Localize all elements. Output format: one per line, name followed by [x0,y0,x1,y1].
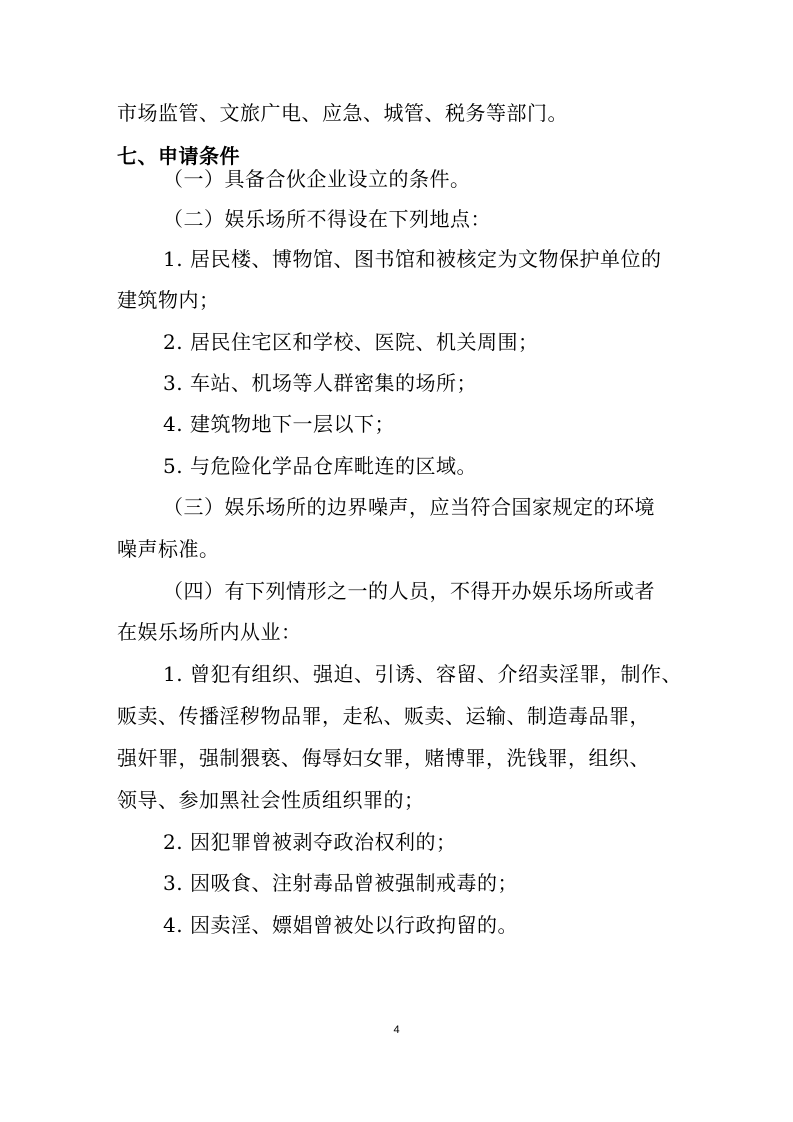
paragraph-line: 贩卖、传播淫秽物品罪，走私、贩卖、运输、制造毒品罪， [117,704,650,728]
paragraph-line: 建筑物内； [117,288,220,312]
list-item: 2. 因犯罪曾被剥夺政治权利的； [163,830,457,854]
paragraph-line: 强奸罪，强制猥亵、侮辱妇女罪，赌博罪，洗钱罪，组织、 [117,746,650,770]
list-item: 1. 曾犯有组织、强迫、引诱、容留、介绍卖淫罪，制作、 [163,662,682,686]
paragraph-line: 在娱乐场所内从业： [117,620,302,644]
list-item: 3. 因吸食、注射毒品曾被强制戒毒的； [163,871,518,895]
paragraph-line: （一）具备合伙企业设立的条件。 [163,167,471,191]
section-heading: 七、申请条件 [117,144,240,168]
paragraph-line: 领导、参加黑社会性质组织罪的； [117,788,425,812]
paragraph-line: （四）有下列情形之一的人员，不得开办娱乐场所或者 [163,579,655,603]
paragraph-line: （二）娱乐场所不得设在下列地点： [163,207,491,231]
list-item: 5. 与危险化学品仓库毗连的区域。 [163,454,477,478]
list-item: 4. 因卖淫、嫖娼曾被处以行政拘留的。 [163,913,518,937]
page-number: 4 [393,1024,400,1036]
list-item: 4. 建筑物地下一层以下； [163,412,395,436]
paragraph-line: 噪声标准。 [117,537,220,561]
paragraph-line: （三）娱乐场所的边界噪声，应当符合国家规定的环境 [163,495,655,519]
list-item: 1. 居民楼、博物馆、图书馆和被核定为文物保护单位的 [163,247,662,271]
paragraph-line: 市场监管、文旅广电、应急、城管、税务等部门。 [117,101,568,125]
list-item: 3. 车站、机场等人群密集的场所； [163,371,477,395]
list-item: 2. 居民住宅区和学校、医院、机关周围； [163,330,539,354]
